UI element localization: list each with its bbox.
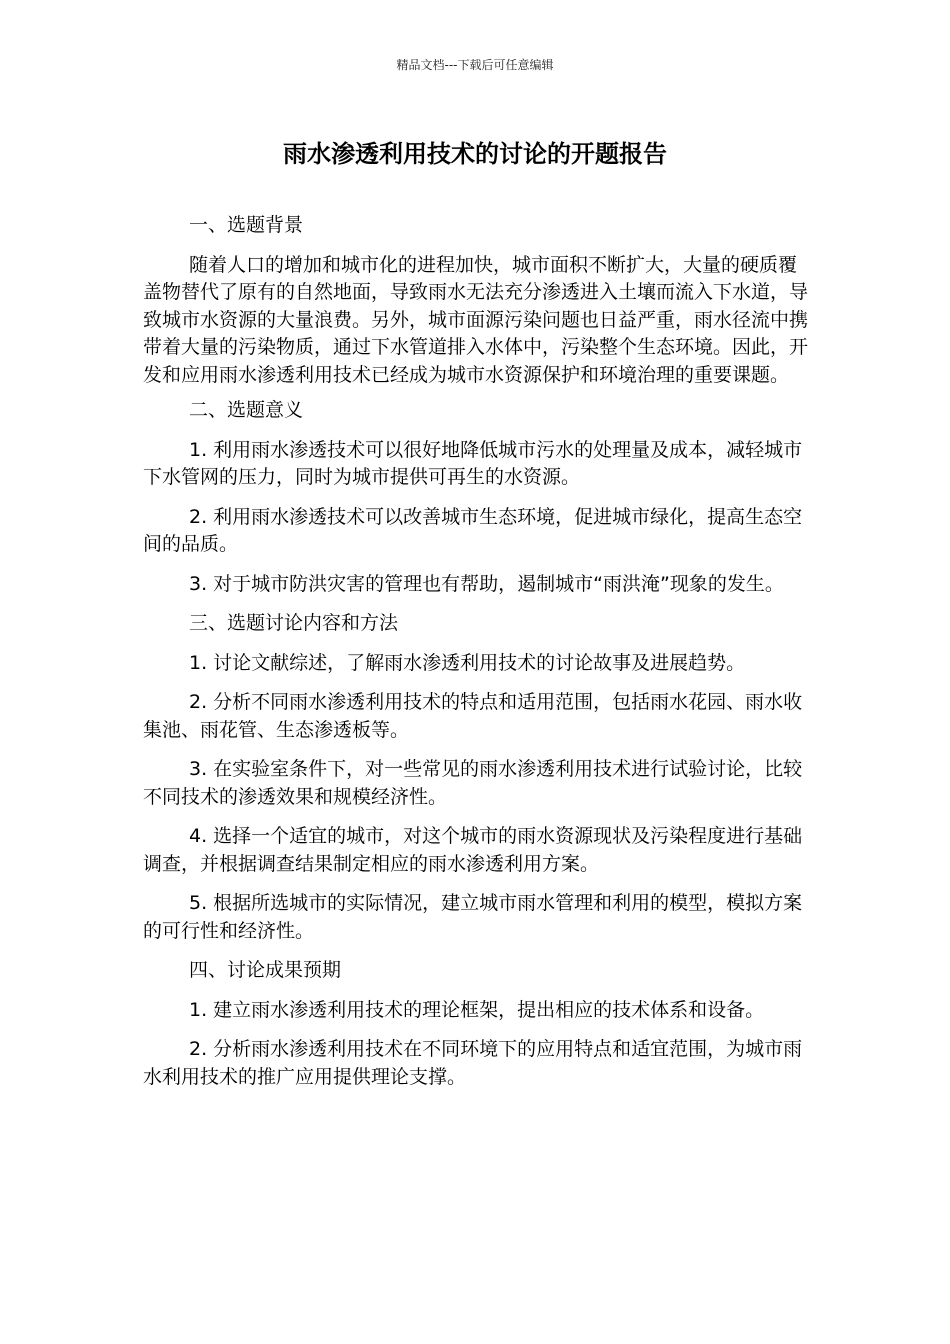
significance-item: 1. 利用雨水渗透技术可以很好地降低城市污水的处理量及成本，减轻城市下水管网的压力，同时为城市提供可再生的水资源。 — [143, 438, 803, 488]
significance-item: 3. 对于城市防洪灾害的管理也有帮助，遏制城市“雨洪淹”现象的发生。 — [189, 572, 784, 595]
document-body — [143, 212, 811, 1103]
expected-item: 2. 分析雨水渗透利用技术在不同环境下的应用特点和适宜范围，为城市雨水利用技术的推广应用提供理论支撑。 — [143, 1038, 803, 1088]
page-title: 雨水渗透利用技术的讨论的开题报告 — [283, 140, 667, 168]
expected-item: 1. 建立雨水渗透利用技术的理论框架，提出相应的技术体系和设备。 — [189, 998, 765, 1021]
section-heading-background: 一、选题背景 — [189, 214, 304, 236]
background-paragraph: 随着人口的增加和城市化的进程加快，城市面积不断扩大，大量的硬质覆盖物替代了原有的自然地面，导致雨水无法充分渗透进入土壤而流入下水道，导致城市水资源的大量浪费。另外，城市面源污染问题也日益严重，雨水径流中携带着大量的污染物质，通过下水管道排入水体中，污染整个生态环境。因此，开发和应用雨水渗透利用技术已经成为城市水资源保护和环境治理的重要课题。 — [143, 253, 809, 386]
methods-item: 4. 选择一个适宜的城市，对这个城市的雨水资源现状及污染程度进行基础调查，并根据调查结果制定相应的雨水渗透利用方案。 — [143, 825, 803, 875]
methods-item: 3. 在实验室条件下，对一些常见的雨水渗透利用技术进行试验讨论，比较不同技术的渗透效果和规模经济性。 — [143, 758, 803, 808]
section-heading-methods: 三、选题讨论内容和方法 — [189, 612, 399, 634]
section-heading-significance: 二、选题意义 — [189, 399, 304, 421]
methods-item: 5. 根据所选城市的实际情况，建立城市雨水管理和利用的模型，模拟方案的可行性和经济性。 — [143, 892, 803, 942]
methods-item: 1. 讨论文献综述，了解雨水渗透利用技术的讨论故事及进展趋势。 — [189, 651, 746, 674]
significance-item: 2. 利用雨水渗透技术可以改善城市生态环境，促进城市绿化，提高生态空间的品质。 — [143, 505, 803, 555]
header-note: 精品文档---下载后可任意编辑 — [396, 58, 554, 72]
section-heading-expected: 四、讨论成果预期 — [189, 959, 342, 981]
methods-item: 2. 分析不同雨水渗透利用技术的特点和适用范围，包括雨水花园、雨水收集池、雨花管、生态渗透板等。 — [143, 691, 803, 741]
